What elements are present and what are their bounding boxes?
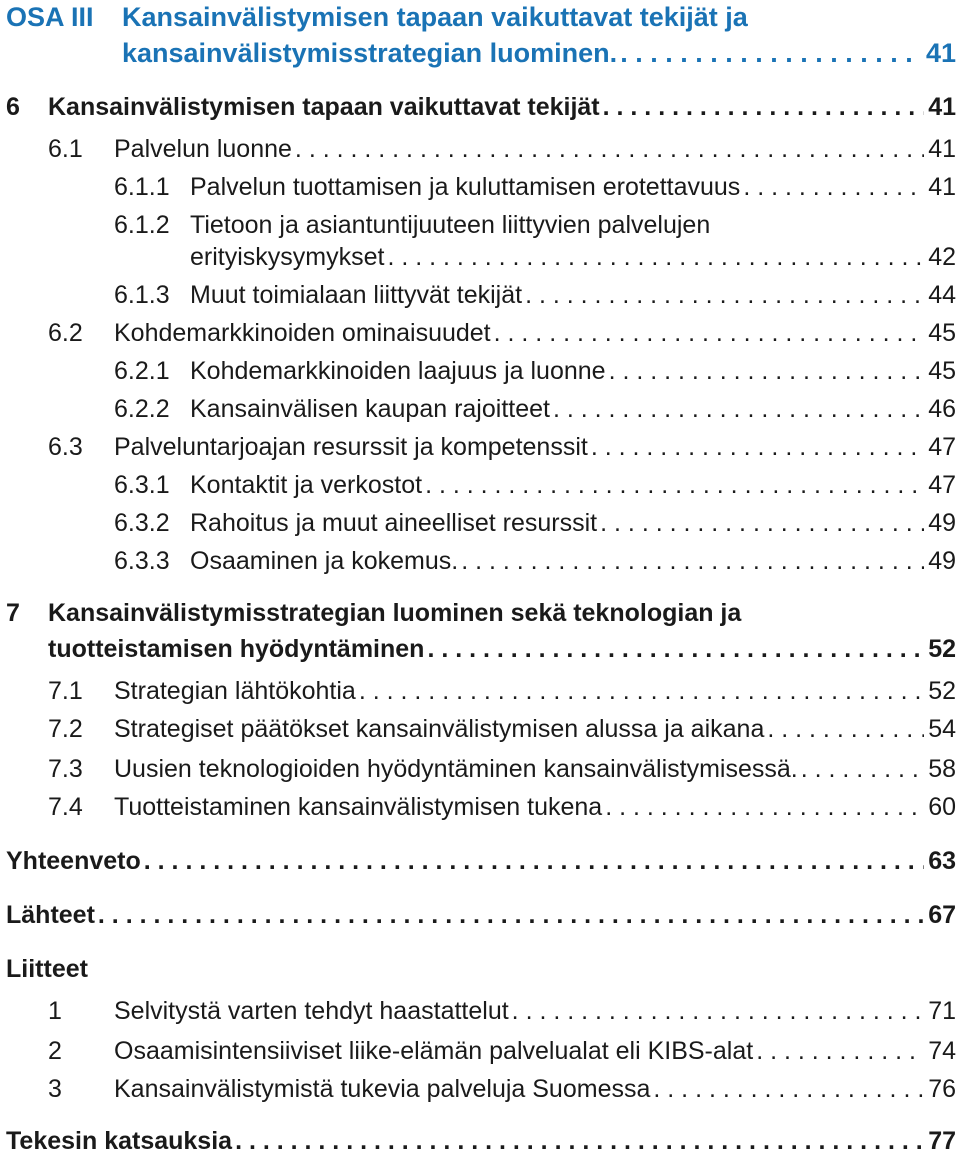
page-number: 41 <box>928 135 956 163</box>
entry-title: erityiskysymykset <box>190 243 385 271</box>
entry-title: Kansainvälistymistä tukevia palveluja Suomessa <box>114 1075 651 1103</box>
dot-leader <box>144 846 924 876</box>
page-number: 45 <box>928 357 956 385</box>
dot-leader <box>425 470 924 500</box>
page-number: 63 <box>928 847 956 875</box>
entry-title: Osaaminen ja kokemus. <box>190 547 459 575</box>
page-number: 47 <box>928 433 956 461</box>
entry-number: 1 <box>48 997 62 1025</box>
part-title-line1-text: Kansainvälistymisen tapaan vaikuttavat tekijät ja <box>122 2 748 32</box>
dot-leader <box>387 242 924 272</box>
entry-number: 7 <box>6 599 20 627</box>
page-number: 54 <box>928 715 956 743</box>
page-number: 42 <box>928 243 956 271</box>
page-number: 46 <box>928 395 956 423</box>
dot-leader <box>427 634 924 664</box>
entry-title: Uusien teknologioiden hyödyntäminen kansainvälistymisessä. <box>114 755 798 783</box>
toc-entry-6[interactable] <box>6 92 956 122</box>
entry-number: 3 <box>48 1075 62 1103</box>
toc-entry-7-1[interactable] <box>48 676 956 706</box>
toc-entry-7-cont[interactable] <box>48 634 956 664</box>
entry-number: 6.2.2 <box>114 395 170 423</box>
dot-leader <box>605 792 924 822</box>
entry-title: Osaamisintensiiviset liike-elämän palvelualat eli KIBS-alat <box>114 1037 754 1065</box>
entry-number: 7.3 <box>48 755 83 783</box>
entry-number: 6.2 <box>48 319 83 347</box>
entry-number: 6.1 <box>48 135 83 163</box>
dot-leader <box>600 508 924 538</box>
page-number: 58 <box>928 755 956 783</box>
toc-entry-7-4[interactable] <box>48 792 956 822</box>
dot-leader <box>756 1036 924 1066</box>
page-number: 49 <box>928 509 956 537</box>
toc-entry-6-1-2[interactable] <box>114 210 956 240</box>
page-number: 67 <box>928 901 956 929</box>
toc-entry-liite-1[interactable] <box>48 996 956 1026</box>
toc-entry-6-3-1[interactable] <box>114 470 956 500</box>
page-number: 49 <box>928 547 956 575</box>
toc-entry-6-2-1[interactable] <box>114 356 956 386</box>
entry-title: Kontaktit ja verkostot <box>190 471 423 499</box>
toc-entry-liite-2[interactable] <box>48 1036 956 1066</box>
entry-title: Muut toimialaan liittyvät tekijät <box>190 281 523 309</box>
page-number: 60 <box>928 793 956 821</box>
toc-entry-liite-3[interactable] <box>48 1074 956 1104</box>
page-number: 41 <box>928 93 956 121</box>
entry-number: 6.1.3 <box>114 281 170 309</box>
dot-leader <box>603 92 925 122</box>
toc-entry-lahteet[interactable] <box>6 900 956 930</box>
part-number <box>6 0 94 34</box>
entry-number: 6.2.1 <box>114 357 170 385</box>
dot-leader <box>494 318 925 348</box>
dot-leader <box>235 1126 924 1156</box>
entry-number: 6.3.1 <box>114 471 170 499</box>
entry-title: Palvelun luonne <box>114 135 292 163</box>
entry-title: Lähteet <box>6 901 95 929</box>
page-number: 74 <box>928 1037 956 1065</box>
dot-leader <box>98 900 924 930</box>
toc-entry-6-1[interactable] <box>48 134 956 164</box>
entry-number: 6 <box>6 93 20 121</box>
toc-entry-yhteenveto[interactable] <box>6 846 956 876</box>
dot-leader <box>512 996 925 1026</box>
toc-heading-liitteet <box>6 954 956 984</box>
entry-number: 7.1 <box>48 677 83 705</box>
entry-title: Strategiset päätökset kansainvälistymisen alussa ja aikana <box>114 715 765 743</box>
toc-entry-6-1-2-cont[interactable] <box>190 242 956 272</box>
entry-title: Tekesin katsauksia <box>6 1127 233 1155</box>
toc-entry-6-3-3[interactable] <box>114 546 956 576</box>
toc-entry-tekesin-katsauksia[interactable] <box>6 1126 956 1156</box>
entry-title: Tuotteistaminen kansainvälistymisen tukena <box>114 793 603 821</box>
entry-title: Strategian lähtökohtia <box>114 677 356 705</box>
dot-leader <box>525 280 924 310</box>
entry-title: Yhteenveto <box>6 847 141 875</box>
entry-title: Kohdemarkkinoiden laajuus ja luonne <box>190 357 606 385</box>
dot-leader <box>359 676 924 706</box>
dot-leader <box>295 134 924 164</box>
dot-leader <box>461 546 924 576</box>
entry-title: Palveluntarjoajan resurssit ja kompetenssit <box>114 433 588 461</box>
page-number: 52 <box>928 635 956 663</box>
toc-entry-6-2[interactable] <box>48 318 956 348</box>
entry-title: Tietoon ja asiantuntijuuteen liittyvien palvelujen <box>190 211 711 239</box>
page-number: 71 <box>928 997 956 1025</box>
page-number: 45 <box>928 319 956 347</box>
toc-entry-6-1-3[interactable] <box>114 280 956 310</box>
entry-title: Rahoitus ja muut aineelliset resurssit <box>190 509 598 537</box>
toc-entry-7-3[interactable] <box>48 754 956 784</box>
entry-title: Kansainvälistymisen tapaan vaikuttavat tekijät <box>48 93 600 121</box>
dot-leader <box>591 432 924 462</box>
page-number: 47 <box>928 471 956 499</box>
part-number-label: OSA III <box>6 2 94 32</box>
page-number: 77 <box>928 1127 956 1155</box>
dot-leader <box>653 1074 924 1104</box>
entry-title: tuotteistamisen hyödyntäminen <box>48 635 425 663</box>
toc-entry-7[interactable] <box>6 598 956 628</box>
page-number: 41 <box>928 173 956 201</box>
dot-leader <box>801 754 924 784</box>
toc-entry-6-1-1[interactable] <box>114 172 956 202</box>
entry-number: 2 <box>48 1037 62 1065</box>
entry-number: 6.1.1 <box>114 173 170 201</box>
entry-number: 6.3.2 <box>114 509 170 537</box>
toc-entry-6-3[interactable] <box>48 432 956 462</box>
dot-leader <box>620 36 922 70</box>
page-number: 41 <box>925 38 956 68</box>
dot-leader <box>767 714 924 744</box>
entry-number: 7.2 <box>48 715 83 743</box>
page-number: 76 <box>928 1075 956 1103</box>
part-title-line1 <box>122 0 748 34</box>
toc-entry-6-3-2[interactable] <box>114 508 956 538</box>
dot-leader <box>609 356 925 386</box>
entry-title: Kansainvälistymisstrategian luominen sekä teknologian ja <box>48 599 742 627</box>
entry-number: 6.3 <box>48 433 83 461</box>
entry-title: Palvelun tuottamisen ja kuluttamisen erotettavuus <box>190 173 741 201</box>
entry-title: Selvitystä varten tehdyt haastattelut <box>114 997 509 1025</box>
entry-number: 6.1.2 <box>114 211 170 239</box>
entry-number: 7.4 <box>48 793 83 821</box>
dot-leader <box>743 172 924 202</box>
toc-entry-7-2[interactable] <box>48 714 956 744</box>
part-title-line2[interactable] <box>122 36 956 70</box>
entry-title: Kohdemarkkinoiden ominaisuudet <box>114 319 491 347</box>
entry-number: 6.3.3 <box>114 547 170 575</box>
dot-leader <box>553 394 924 424</box>
page-number: 52 <box>928 677 956 705</box>
part-title-line2-text: kansainvälistymisstrategian luominen. <box>122 38 618 68</box>
entry-title: Kansainvälisen kaupan rajoitteet <box>190 395 550 423</box>
page-number: 44 <box>928 281 956 309</box>
section-heading: Liitteet <box>6 955 88 983</box>
toc-entry-6-2-2[interactable] <box>114 394 956 424</box>
